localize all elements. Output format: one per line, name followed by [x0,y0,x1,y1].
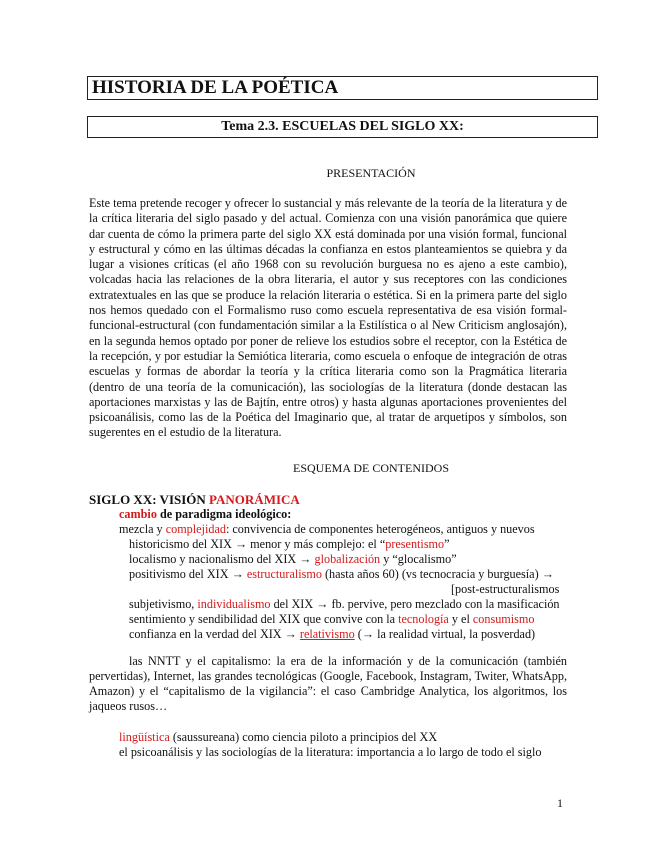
outline-line-mezcla: mezcla y complejidad: convivencia de componentes heterogéneos, antiguos y nuevos [119,522,535,536]
outline-line-linguistica: lingüística (saussureana) como ciencia piloto a principios del XX [119,730,438,744]
outline-line-sentimiento: sentimiento y sendibilidad del XIX que convive con la tecnología y el consumismo [129,612,535,626]
presentacion-paragraph: Este tema pretende recoger y ofrecer lo sustancial y más relevante de la teoría de la literatura y de la crítica literaria del siglo pasado y del actual. Comienza con una visión panorámica que quiere dar cuenta de cómo la primera parte del siglo XX está dominada por una visión formal, funcional y estructural y cómo en las últimas décadas la confianza en estos planteamientos se quiebra y da lugar a visiones críticas (el año 1968 con su revolución burguesa no es ajeno a este cambio), volcadas hacia las relaciones de la obra literaria, el autor y sus receptores con las condiciones extratextuales en las que se produce la relación literaria o estética. Si en la primera parte del siglo nos hemos quedado con el Formalismo ruso como escuela representativa de esa visión formal-funcional-estructural (con fundamentación similar a la Estilística o al New Criticism anglosajón), en la segunda hemos optado por poner de relieve los estudios sobre el receptor, con la Estética de la recepción, y por estudiar la Semiótica literaria, como escuela o enfoque de integración de otras escuelas y formas de abordar la teoría y la crítica literaria como son la Pragmática literaria (dentro de una teoría de la comunicación), las sociologías de la literatura (donde destacan las aportaciones marxistas y las de Bajtín, entre otros) y hasta algunas aportaciones provenientes del psicoanálisis, como las de la Poética del Imaginario que, al tratar de arquetipos y símbolos, son sugerentes en el estudio de la literatura. [89,196,567,440]
section-heading-presentacion: PRESENTACIÓN [326,166,416,180]
outline-line-post-estructuralismos: [post-estructuralismos [451,582,560,596]
document-subtitle: Tema 2.3. ESCUELAS DEL SIGLO XX: [87,116,598,138]
page-number: 1 [557,796,563,810]
section-heading-esquema: ESQUEMA DE CONTENIDOS [293,461,449,475]
outline-line-psicoanalisis: el psicoanálisis y las sociologías de la literatura: importancia a lo largo de todo el siglo [119,745,542,759]
outline-line-positivismo: positivismo del XIX → estructuralismo (hasta años 60) (vs tecnocracia y burguesía) → [129,567,554,581]
outline-line-confianza: confianza en la verdad del XIX → relativismo (→ la realidad virtual, la posverdad) [129,627,536,641]
document-title: HISTORIA DE LA POÉTICA [87,76,598,100]
nntt-paragraph: las NNTT y el capitalismo: la era de la información y de la comunicación (también pervertidas), Internet, las grandes tecnológicas (Google, Facebook, Instagram, Twiter, WhatsApp, Amazon) y el “capitalismo de la vigilancia”: el caso Cambridge Analytica, los algoritmos, los jaqueos rusos… [89,654,567,713]
outline-line-localismo: localismo y nacionalismo del XIX → globalización y “glocalismo” [129,552,457,566]
siglo-heading: SIGLO XX: VISIÓN PANORÁMICA [89,492,300,507]
outline-line-historicismo: historicismo del XIX → menor y más complejo: el “presentismo” [129,537,450,551]
cambio-heading: cambio de paradigma ideológico: [119,507,292,521]
outline-line-subjetivismo: subjetivismo, individualismo del XIX → fb. pervive, pero mezclado con la masificación [129,597,560,611]
